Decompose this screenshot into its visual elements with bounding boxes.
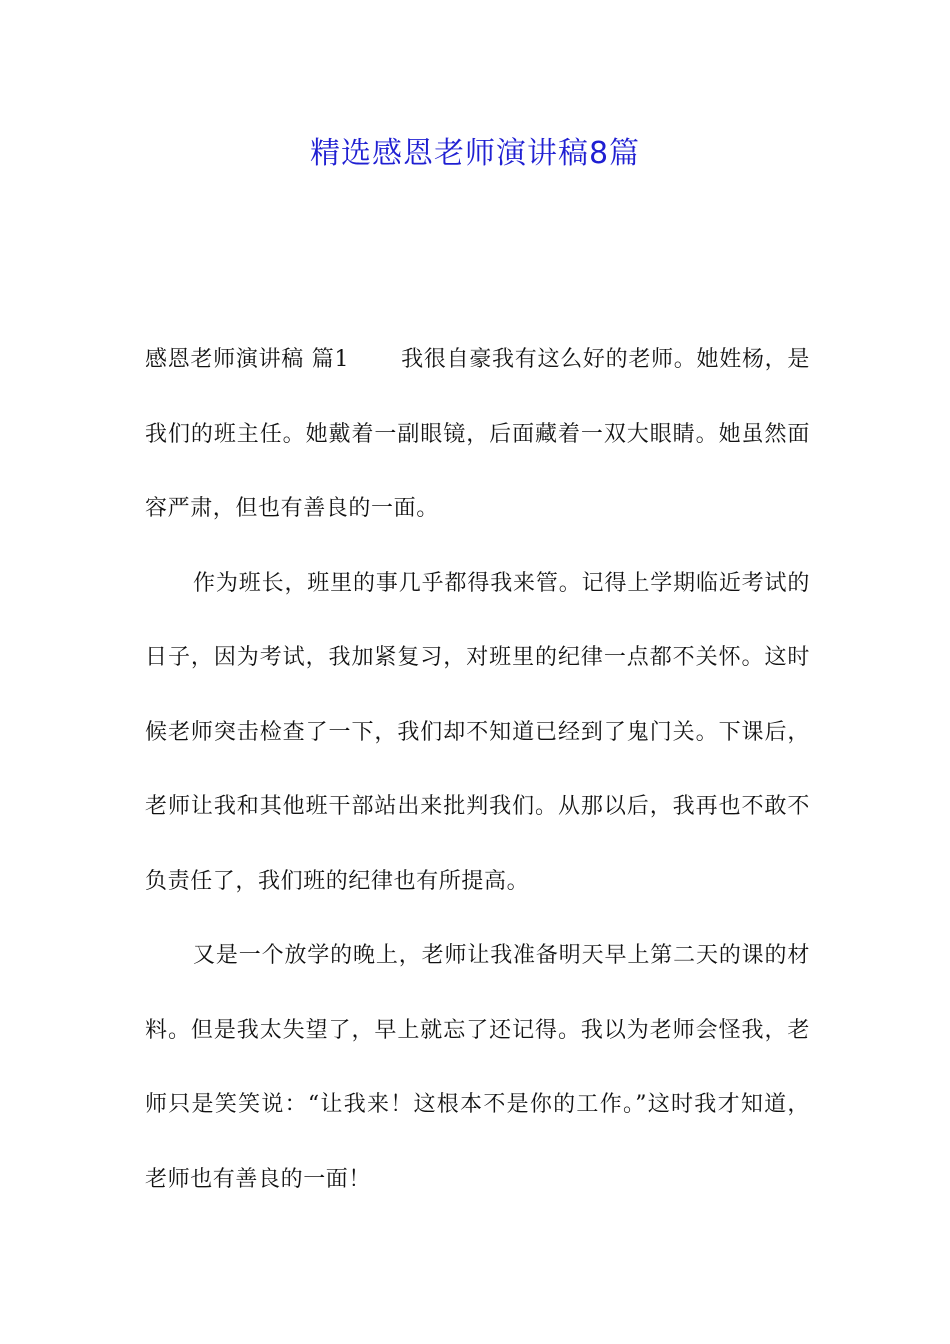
section-heading: 感恩老师演讲稿 篇1 <box>145 347 350 372</box>
paragraph-1-text: 我很自豪我有这么好的老师。她姓杨，是我们的班主任。她戴着一副眼镜，后面藏着一双大眼睛。她虽然面容严肃，但也有善良的一面。 <box>145 347 810 521</box>
paragraph-1 <box>145 323 810 547</box>
document-body <box>145 323 810 1217</box>
paragraph-2: 作为班长，班里的事几乎都得我来管。记得上学期临近考试的日子，因为考试，我加紧复习，对班里的纪律一点都不关怀。这时候老师突击检查了一下，我们却不知道已经到了鬼门关。下课后，老师让我和其他班干部站出来批判我们。从那以后，我再也不敢不负责任了，我们班的纪律也有所提高。 <box>145 570 810 894</box>
paragraph-3: 又是一个放学的晚上，老师让我准备明天早上第二天的课的材料。但是我太失望了，早上就忘了还记得。我以为老师会怪我，老师只是笑笑说：“让我来！这根本不是你的工作。”这时我才知道，老师也有善良的一面！ <box>145 943 810 1192</box>
document-title: 精选感恩老师演讲稿8篇 <box>309 136 641 171</box>
